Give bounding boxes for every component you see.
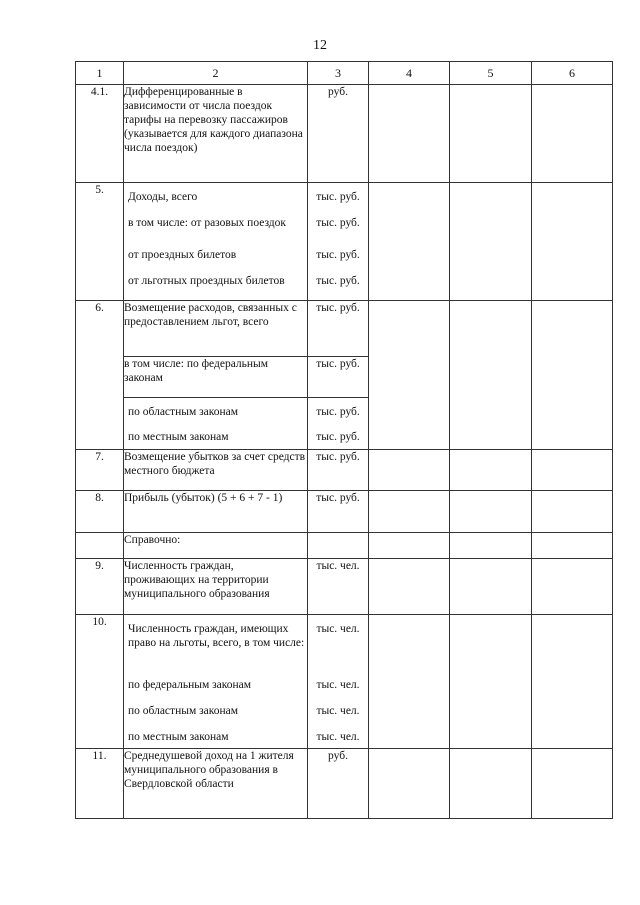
value-cell [369,533,450,559]
row-number: 7. [76,450,124,491]
line-unit: тыс. руб. [316,191,360,203]
value-cell [532,183,613,301]
value-cell [450,491,532,533]
line-text: по местным законам [128,431,229,443]
value-cell [369,491,450,533]
row-number: 9. [76,559,124,615]
row-unit [308,398,369,450]
row-number: 8. [76,491,124,533]
value-cell [532,450,613,491]
row-unit: тыс. руб. [308,357,369,398]
value-cell [450,183,532,301]
row-number: 10. [76,615,124,749]
table-row [76,183,613,301]
row-description: в том числе: по федеральным законам [124,357,308,398]
row-unit: тыс. чел. [308,559,369,615]
line-unit: тыс. чел. [316,705,360,717]
row-number [76,533,124,559]
table-row [76,85,613,183]
line-text: Численность граждан, имеющих право на льготы, всего, в том числе: [128,623,305,649]
value-cell [369,559,450,615]
value-cell [532,301,613,450]
value-cell [450,749,532,819]
header-col-2: 2 [124,62,308,85]
row-unit [308,615,369,749]
value-cell [532,559,613,615]
header-col-6: 6 [532,62,613,85]
row-description: Численность граждан, проживающих на территории муниципального образования [124,559,308,615]
value-cell [369,85,450,183]
line-text: по федеральным законам [128,679,252,691]
value-cell [369,183,450,301]
row-description [124,183,308,301]
line-text: по областным законам [128,705,239,717]
value-cell [532,533,613,559]
value-cell [450,85,532,183]
line-text: по местным законам [128,731,229,743]
line-unit: тыс. руб. [316,431,360,443]
row-number: 11. [76,749,124,819]
value-cell [532,85,613,183]
row-unit: руб. [308,749,369,819]
table-header-row [76,62,613,85]
row-unit: тыс. руб. [308,491,369,533]
value-cell [450,450,532,491]
row-description: Дифференцированные в зависимости от числа поездок тарифы на перевозку пассажиров (указывается для каждого диапазона числа поездок) [124,85,308,183]
line-text: от проездных билетов [128,249,237,261]
table-row [76,301,613,357]
line-unit: тыс. руб. [316,249,360,261]
row-number: 5. [76,183,124,301]
value-cell [450,615,532,749]
table-row [76,491,613,533]
row-description: Прибыль (убыток) (5 + 6 + 7 - 1) [124,491,308,533]
line-text: Доходы, всего [128,191,198,203]
header-col-1: 1 [76,62,124,85]
value-cell [450,533,532,559]
row-description: Возмещение убытков за счет средств местного бюджета [124,450,308,491]
value-cell [369,301,450,450]
line-unit: тыс. руб. [316,275,360,287]
row-description: Среднедушевой доход на 1 жителя муниципального образования в Свердловской области [124,749,308,819]
reference-label: Справочно: [124,533,308,559]
row-unit: руб. [308,85,369,183]
row-unit: тыс. руб. [308,450,369,491]
table-row [76,450,613,491]
value-cell [369,450,450,491]
value-cell [369,749,450,819]
value-cell [369,615,450,749]
line-unit: тыс. руб. [316,406,360,418]
value-cell [532,615,613,749]
row-description: Возмещение расходов, связанных с предоставлением льгот, всего [124,301,308,357]
line-unit: тыс. руб. [316,217,360,229]
line-unit: тыс. чел. [316,623,360,635]
header-col-4: 4 [369,62,450,85]
line-unit: тыс. чел. [316,679,360,691]
table-row [76,559,613,615]
line-text: по областным законам [128,406,239,418]
line-text: от льготных проездных билетов [128,275,285,287]
row-description [124,615,308,749]
value-cell [532,491,613,533]
header-col-3: 3 [308,62,369,85]
row-number: 6. [76,301,124,450]
row-unit [308,533,369,559]
table-row [76,749,613,819]
value-cell [450,301,532,450]
header-col-5: 5 [450,62,532,85]
line-unit: тыс. чел. [316,731,360,743]
table-row [76,615,613,749]
line-text: в том числе: от разовых поездок [128,217,286,229]
row-number: 4.1. [76,85,124,183]
page-number: 12 [313,38,327,53]
value-cell [450,559,532,615]
value-cell [532,749,613,819]
row-description [124,398,308,450]
table-row [76,533,613,559]
row-unit: тыс. руб. [308,301,369,357]
report-table [75,61,613,819]
row-unit [308,183,369,301]
